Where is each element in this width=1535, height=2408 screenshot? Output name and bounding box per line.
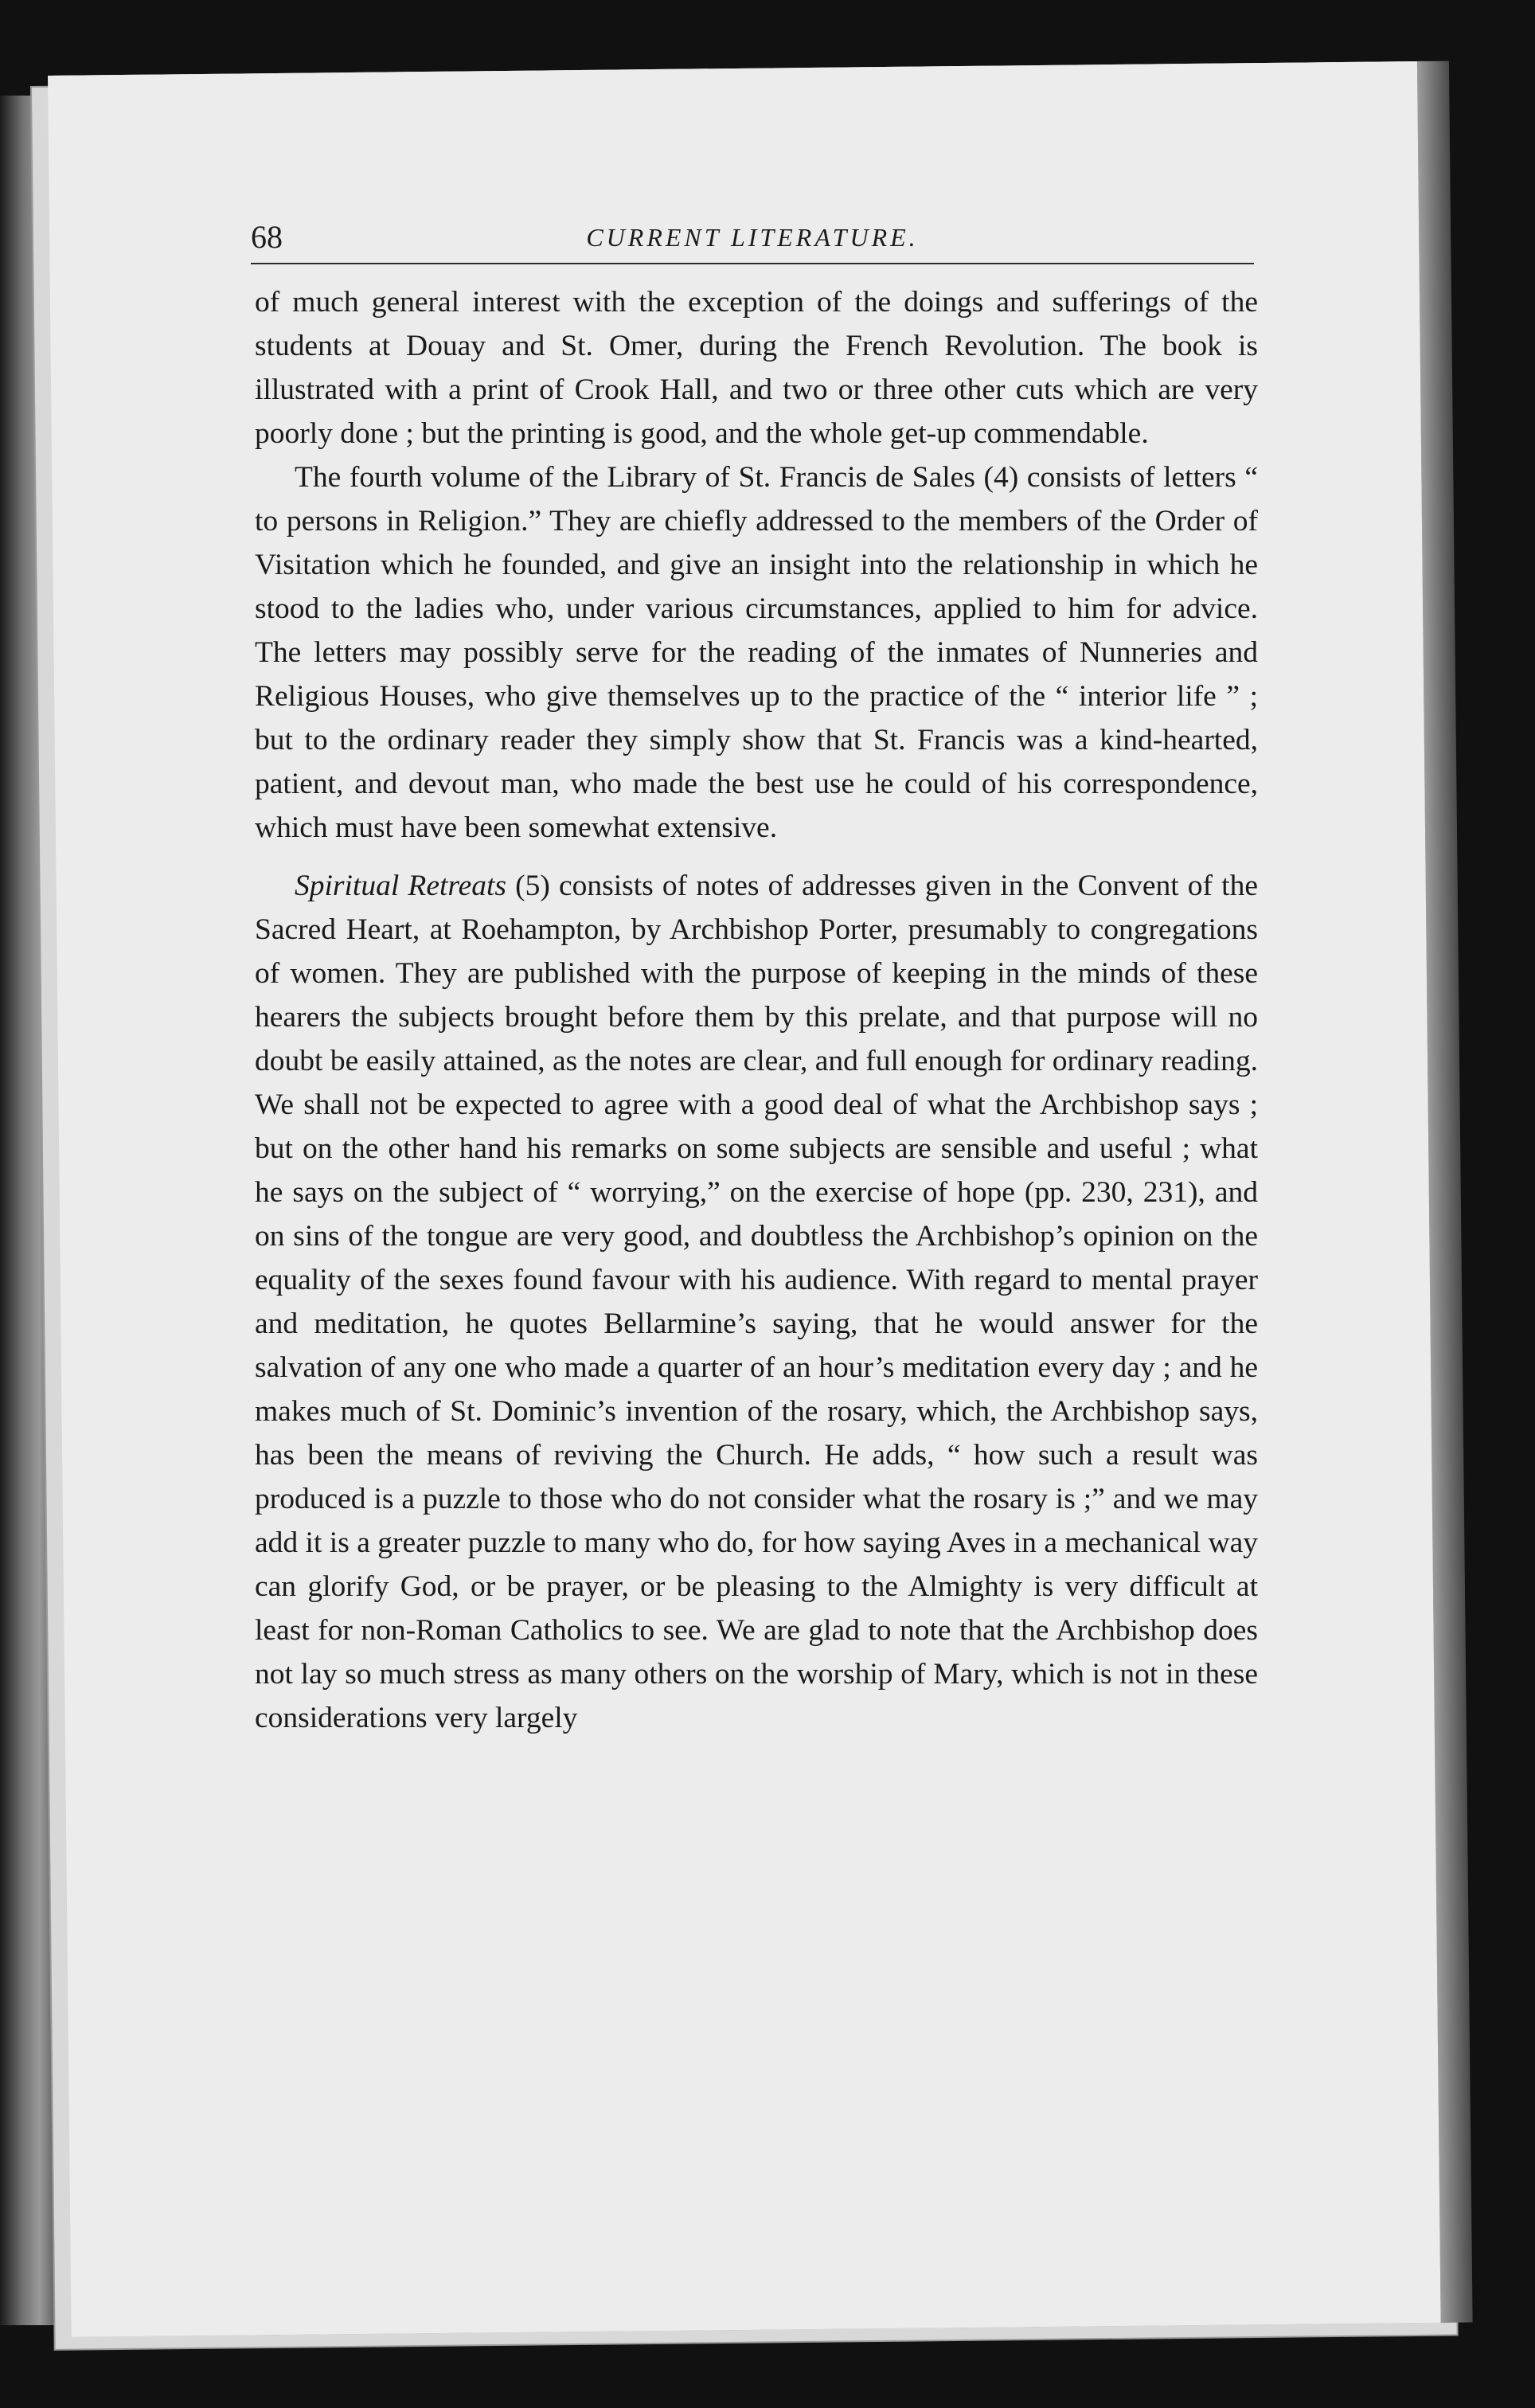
body-text xyxy=(255,280,1258,1740)
page-gutter xyxy=(1417,61,1473,2323)
paragraph-3 xyxy=(255,864,1258,1740)
paragraph-1: of much general interest with the exception of the doings and sufferings of the students at Douay and St. Omer, during the French Revolution. The book is illustrated with a print of Crook Hall, and two or three other cuts which are very poorly done ; but the printing is good, and the whole get-up commendable. xyxy=(255,286,1258,450)
book-title-spiritual-retreats: Spiritual Retreats xyxy=(295,870,506,902)
paragraph-3-text: (5) consists of notes of addresses given in the Convent of the Sacred Heart, at Roehampton, by Archbishop Porter, presumably to congregations of women. They are published with the purpose of keeping in the minds of these hearers the subjects brought before them by this prelate, and that purpose will no doubt be easily attained, as the notes are clear, and full enough for ordinary reading. We shall not be expected to agree with a good deal of what the Archbishop says ; but on the other hand his remarks on some subjects are sensible and useful ; what he says on the subject of “ worrying,” on the exercise of hope (pp. 230, 231), and on sins of the tongue are very good, and doubtless the Archbishop’s opinion on the equality of the sexes found favour with his audience. With regard to mental prayer and meditation, he quotes Bellarmine’s saying, that he would answer for the salvation of any one who made a quarter of an hour’s meditation every day ; and he makes much of St. Dominic’s invention of the rosary, which, the Archbishop says, has been the means of reviving the Church. He adds, “ how such a result was produced is a puzzle to those who do not consider what the rosary is ;” and we may add it is a greater puzzle to many who do, for how saying Aves in a mechanical way can glorify God, or be prayer, or be pleasing to the Almighty is very difficult at least for non-Roman Catholics to see. We are glad to note that the Archbishop does not lay so much stress as many others on the worship of Mary, which is not in these considerations very largely xyxy=(255,870,1258,1734)
paragraph-2: The fourth volume of the Library of St. Francis de Sales (4) consists of letters “ to persons in Religion.” They are chiefly addressed to the members of the Order of Visitation which he founded, and give an insight into the relationship in which he stood to the ladies who, under various circumstances, applied to him for advice. The letters may possibly serve for the reading of the inmates of Nunneries and Religious Houses, who give themselves up to the practice of the “ interior life ” ; but to the ordinary reader they simply show that St. Francis was a kind-hearted, patient, and devout man, who made the best use he could of his correspondence, which must have been somewhat extensive. xyxy=(255,461,1258,844)
page-header xyxy=(251,215,1254,264)
running-head: CURRENT LITERATURE. xyxy=(586,223,919,252)
page-number: 68 xyxy=(251,219,283,255)
